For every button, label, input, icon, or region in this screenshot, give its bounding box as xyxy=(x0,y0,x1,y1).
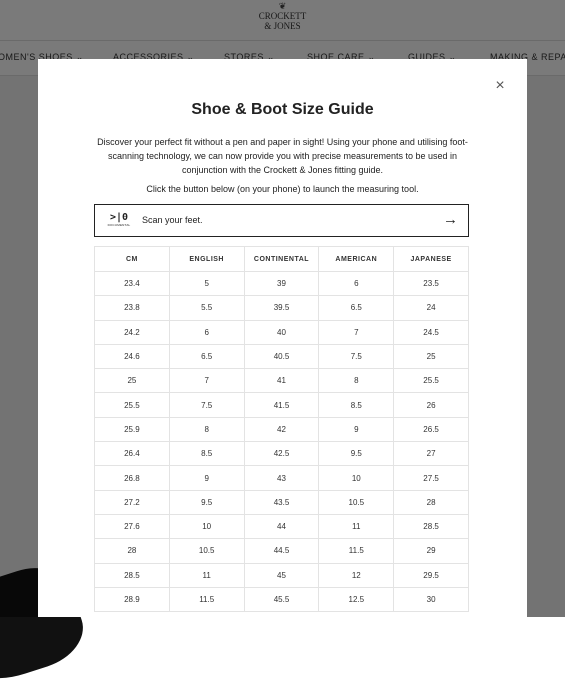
size-guide-modal xyxy=(38,59,527,617)
table-row xyxy=(95,417,469,441)
cell-english: 11.5 xyxy=(169,587,244,611)
cell-cm: 23.8 xyxy=(95,296,170,320)
cell-american: 12 xyxy=(319,563,394,587)
cell-cm: 25.9 xyxy=(95,417,170,441)
cell-english: 9 xyxy=(169,466,244,490)
cell-cm: 27.6 xyxy=(95,514,170,538)
table-row xyxy=(95,563,469,587)
cell-cm: 28.9 xyxy=(95,587,170,611)
cell-japanese: 25 xyxy=(394,344,469,368)
table-row xyxy=(95,296,469,320)
cell-american: 6 xyxy=(319,272,394,296)
column-header-american: AMERICAN xyxy=(319,247,394,272)
table-row xyxy=(95,272,469,296)
cell-cm: 27.2 xyxy=(95,490,170,514)
close-icon[interactable]: × xyxy=(495,77,505,94)
column-header-japanese: JAPANESE xyxy=(394,247,469,272)
cell-american: 7.5 xyxy=(319,344,394,368)
cell-cm: 26.8 xyxy=(95,466,170,490)
cell-english: 5.5 xyxy=(169,296,244,320)
cell-english: 10 xyxy=(169,514,244,538)
cell-american: 10 xyxy=(319,466,394,490)
cell-continental: 44.5 xyxy=(244,539,319,563)
cell-japanese: 27 xyxy=(394,442,469,466)
table-row xyxy=(95,442,469,466)
column-header-cm: CM xyxy=(95,247,170,272)
scan-brand-logo xyxy=(105,212,133,230)
cell-cm: 23.4 xyxy=(95,272,170,296)
cell-cm: 25.5 xyxy=(95,393,170,417)
cell-japanese: 29.5 xyxy=(394,563,469,587)
modal-instruction: Click the button below (on your phone) to launch the measuring tool. xyxy=(146,184,419,194)
cell-cm: 28 xyxy=(95,539,170,563)
table-row xyxy=(95,490,469,514)
cell-american: 11 xyxy=(319,514,394,538)
table-row xyxy=(95,514,469,538)
cell-american: 8.5 xyxy=(319,393,394,417)
cell-japanese: 23.5 xyxy=(394,272,469,296)
cell-american: 6.5 xyxy=(319,296,394,320)
cell-continental: 39.5 xyxy=(244,296,319,320)
cell-american: 8 xyxy=(319,369,394,393)
cell-cm: 24.2 xyxy=(95,320,170,344)
scan-feet-button[interactable] xyxy=(94,204,469,237)
arrow-right-icon: → xyxy=(443,211,458,228)
modal-title: Shoe & Boot Size Guide xyxy=(191,101,374,118)
cell-english: 6.5 xyxy=(169,344,244,368)
table-row xyxy=(95,320,469,344)
cell-japanese: 28.5 xyxy=(394,514,469,538)
cell-cm: 26.4 xyxy=(95,442,170,466)
cell-continental: 45.5 xyxy=(244,587,319,611)
cell-japanese: 26 xyxy=(394,393,469,417)
cell-japanese: 29 xyxy=(394,539,469,563)
cell-cm: 24.6 xyxy=(95,344,170,368)
size-table-body xyxy=(95,272,469,612)
cell-english: 8 xyxy=(169,417,244,441)
cell-continental: 44 xyxy=(244,514,319,538)
cell-japanese: 26.5 xyxy=(394,417,469,441)
cell-japanese: 27.5 xyxy=(394,466,469,490)
scan-brand-mark: >|0 xyxy=(109,212,129,223)
table-row xyxy=(95,466,469,490)
cell-cm: 25 xyxy=(95,369,170,393)
table-row xyxy=(95,344,469,368)
size-table xyxy=(94,246,469,612)
cell-continental: 39 xyxy=(244,272,319,296)
table-row xyxy=(95,539,469,563)
cell-english: 8.5 xyxy=(169,442,244,466)
modal-description: Discover your perfect fit without a pen and paper in sight! Using your phone and utilising foot-scanning technology, we can now provide you with precise measurements to be used in conjunction with the Crockett & Jones fitting guide. xyxy=(97,137,468,175)
table-row xyxy=(95,393,469,417)
cell-english: 6 xyxy=(169,320,244,344)
cell-american: 9 xyxy=(319,417,394,441)
cell-american: 11.5 xyxy=(319,539,394,563)
cell-continental: 42.5 xyxy=(244,442,319,466)
cell-japanese: 24 xyxy=(394,296,469,320)
cell-english: 7 xyxy=(169,369,244,393)
cell-american: 12.5 xyxy=(319,587,394,611)
cell-english: 11 xyxy=(169,563,244,587)
scan-brand-sub: DOCUMENTAL xyxy=(107,223,131,227)
cell-continental: 41.5 xyxy=(244,393,319,417)
column-header-english: ENGLISH xyxy=(169,247,244,272)
cell-continental: 41 xyxy=(244,369,319,393)
cell-english: 9.5 xyxy=(169,490,244,514)
cell-english: 10.5 xyxy=(169,539,244,563)
scan-button-label: Scan your feet. xyxy=(142,215,203,225)
cell-continental: 45 xyxy=(244,563,319,587)
cell-japanese: 25.5 xyxy=(394,369,469,393)
cell-english: 7.5 xyxy=(169,393,244,417)
cell-continental: 43.5 xyxy=(244,490,319,514)
cell-continental: 40.5 xyxy=(244,344,319,368)
table-row xyxy=(95,369,469,393)
cell-continental: 43 xyxy=(244,466,319,490)
cell-japanese: 30 xyxy=(394,587,469,611)
cell-japanese: 24.5 xyxy=(394,320,469,344)
cell-american: 10.5 xyxy=(319,490,394,514)
table-row xyxy=(95,587,469,611)
column-header-continental: CONTINENTAL xyxy=(244,247,319,272)
cell-american: 7 xyxy=(319,320,394,344)
cell-japanese: 28 xyxy=(394,490,469,514)
cell-american: 9.5 xyxy=(319,442,394,466)
cell-continental: 42 xyxy=(244,417,319,441)
size-table-header xyxy=(95,247,469,272)
cell-continental: 40 xyxy=(244,320,319,344)
cell-cm: 28.5 xyxy=(95,563,170,587)
cell-english: 5 xyxy=(169,272,244,296)
